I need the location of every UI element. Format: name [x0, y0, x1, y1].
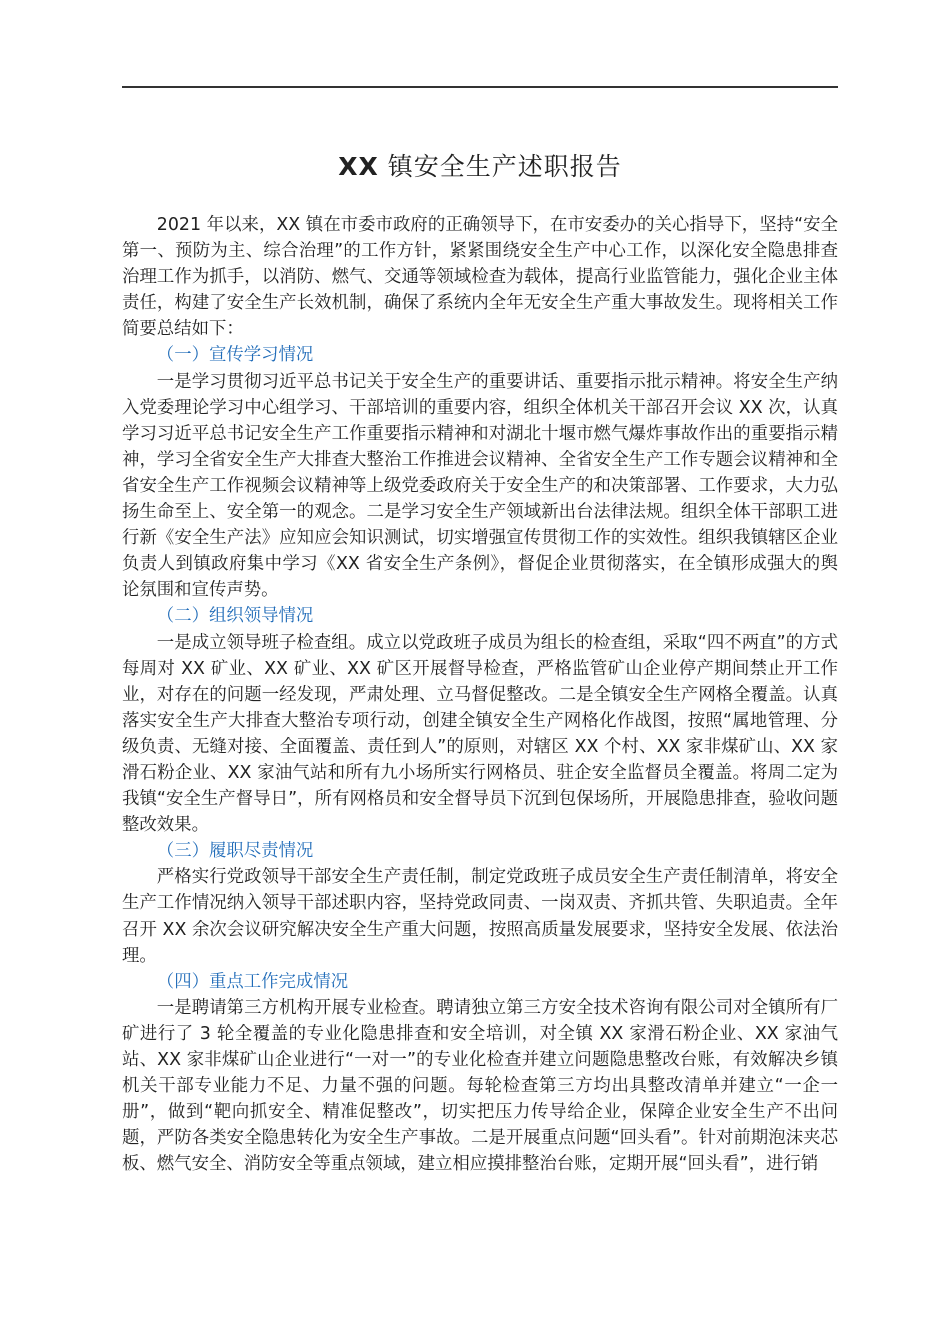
title-text: 镇安全生产述职报告: [378, 152, 622, 181]
section-paragraph-3: 严格实行党政领导干部安全生产责任制，制定党政班子成员安全生产责任制清单，将安全生产工作情况纳入领导干部述职内容，坚持党政同责、一岗双责、齐抓共管、失职追责。全年召开 XX 余次会议研究解决安全生产重大问题，按照高质量发展要求，坚持安全发展、依法治理。: [122, 867, 838, 966]
section-paragraph-1: 一是学习贯彻习近平总书记关于安全生产的重要讲话、重要指示批示精神。将安全生产纳入党委理论学习中心组学习、干部培训的重要内容，组织全体机关干部召开会议 XX 次，认真学习习近平总书记安全生产工作重要指示精神和对湖北十堰市燃气爆炸事故作出的重要指示精神，学习全省安全生产大排查大整治工作推进会议精神、全省安全生产工作专题会议精神和全省安全生产工作视频会议精神等上级党委政府关于安全生产的和决策部署、工作要求，大力弘扬生命至上、安全第一的观念。二是学习安全生产领域新出台法律法规。组织全体干部职工进行新《安全生产法》应知应会知识测试，切实增强宣传贯彻工作的实效性。组织我镇辖区企业负责人到镇政府集中学习《XX 省安全生产条例》，督促企业贯彻落实，在全镇形成强大的舆论氛围和宣传声势。: [122, 371, 838, 601]
section-paragraph-4: 一是聘请第三方机构开展专业检查。聘请独立第三方安全技术咨询有限公司对全镇所有厂矿进行了 3 轮全覆盖的专业化隐患排查和安全培训，对全镇 XX 家滑石粉企业、XX 家油气站、XX 家非煤矿山企业进行“一对一”的专业化检查并建立问题隐患整改台账，有效解决乡镇机关干部专业能力不足、力量不强的问题。每轮检查第三方均出具整改清单并建立“一企一册”，做到“靶向抓安全、精准促整改”，切实把压力传导给企业，保障企业安全生产不出问题，严防各类安全隐患转化为安全生产事故。二是开展重点问题“回头看”。针对前期泡沫夹芯板、燃气安全、消防安全等重点领域，建立相应摸排整治台账，定期开展“回头看”，进行销: [122, 997, 838, 1175]
header-rule: [122, 86, 838, 88]
section-heading-3: （三）履职尽责情况: [156, 841, 314, 862]
document-body: [122, 212, 838, 1177]
section-heading-2: （二）组织领导情况: [156, 606, 314, 627]
document-title: [122, 150, 838, 184]
title-prefix: XX: [338, 152, 379, 181]
intro-paragraph: 2021 年以来，XX 镇在市委市政府的正确领导下，在市安委办的关心指导下，坚持“安全第一、预防为主、综合治理”的工作方针，紧紧围绕安全生产中心工作，以深化安全隐患排查治理工作为抓手，以消防、燃气、交通等领域检查为载体，提高行业监管能力，强化企业主体责任，构建了安全生产长效机制，确保了系统内全年无安全生产重大事故发生。现将相关工作简要总结如下：: [122, 215, 838, 340]
section-paragraph-2: 一是成立领导班子检查组。成立以党政班子成员为组长的检查组，采取“四不两直”的方式每周对 XX 矿业、XX 矿业、XX 矿区开展督导检查，严格监管矿山企业停产期间禁止开工作业，对存在的问题一经发现，严肃处理、立马督促整改。二是全镇安全生产网格全覆盖。认真落实安全生产大排查大整治专项行动，创建全镇安全生产网格化作战图，按照“属地管理、分级负责、无缝对接、全面覆盖、责任到人”的原则，对辖区 XX 个村、XX 家非煤矿山、XX 家滑石粉企业、XX 家油气站和所有九小场所实行网格员、驻企安全监督员全覆盖。将周二定为我镇“安全生产督导日”，所有网格员和安全督导员下沉到包保场所，开展隐患排查，验收问题整改效果。: [122, 632, 838, 836]
section-heading-1: （一）宣传学习情况: [156, 345, 314, 366]
section-heading-4: （四）重点工作完成情况: [156, 971, 349, 992]
